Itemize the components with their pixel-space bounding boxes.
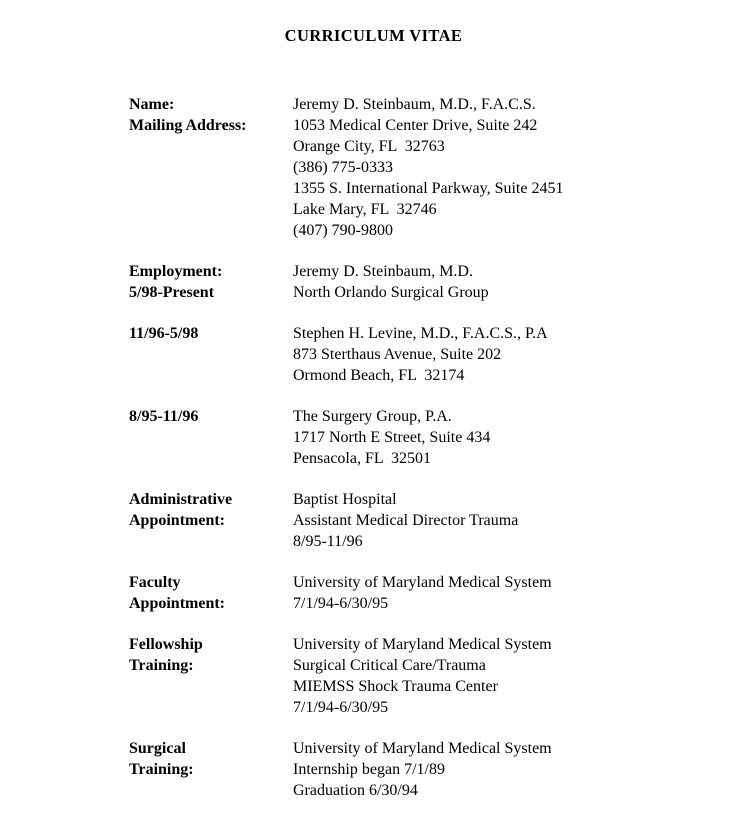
section-value-employment-1196-598	[293, 323, 747, 386]
cv-section-administrative-appointment	[129, 489, 747, 552]
value-line: Jeremy D. Steinbaum, M.D.	[293, 263, 473, 280]
value-line: Baptist Hospital	[293, 491, 397, 508]
cv-section-employment-current	[129, 261, 747, 303]
cv-sections	[0, 46, 747, 801]
label-line: 5/98-Present	[129, 284, 215, 301]
value-line: University of Maryland Medical System	[293, 636, 552, 653]
value-line: Surgical Critical Care/Trauma	[293, 657, 486, 674]
label-line: Appointment:	[129, 595, 226, 612]
cv-section-employment-895-1196	[129, 406, 747, 469]
section-label-faculty-appointment	[129, 572, 293, 614]
label-line: Faculty	[129, 574, 181, 591]
value-line: Pensacola, FL 32501	[293, 450, 432, 467]
section-value-surgical-training	[293, 738, 747, 801]
section-label-employment-1196-598	[129, 323, 293, 344]
value-line: 8/95-11/96	[293, 533, 363, 550]
value-line: 7/1/94-6/30/95	[293, 595, 389, 612]
value-line: Lake Mary, FL 32746	[293, 201, 437, 218]
label-line: Training:	[129, 761, 194, 778]
value-line: Jeremy D. Steinbaum, M.D., F.A.C.S.	[293, 96, 536, 113]
label-line: Name:	[129, 96, 175, 113]
value-line: 1355 S. International Parkway, Suite 2451	[293, 180, 564, 197]
section-label-employment-current	[129, 261, 293, 303]
label-line: Fellowship	[129, 636, 203, 653]
section-value-employment-895-1196	[293, 406, 747, 469]
cv-section-fellowship-training	[129, 634, 747, 718]
section-value-name-and-address	[293, 94, 747, 241]
value-line: (407) 790-9800	[293, 222, 393, 239]
label-line: Mailing Address:	[129, 117, 247, 134]
section-value-administrative-appointment	[293, 489, 747, 552]
value-line: (386) 775-0333	[293, 159, 393, 176]
cv-section-surgical-training	[129, 738, 747, 801]
value-line: The Surgery Group, P.A.	[293, 408, 452, 425]
value-line: 1053 Medical Center Drive, Suite 242	[293, 117, 538, 134]
value-line: North Orlando Surgical Group	[293, 284, 489, 301]
value-line: University of Maryland Medical System	[293, 574, 552, 591]
cv-section-employment-1196-598	[129, 323, 747, 386]
label-line: 11/96-5/98	[129, 325, 199, 342]
section-value-fellowship-training	[293, 634, 747, 718]
value-line: Orange City, FL 32763	[293, 138, 445, 155]
label-line: Employment:	[129, 263, 223, 280]
section-label-administrative-appointment	[129, 489, 293, 531]
section-label-surgical-training	[129, 738, 293, 780]
label-line: Appointment:	[129, 512, 226, 529]
value-line: Graduation 6/30/94	[293, 782, 418, 799]
value-line: 7/1/94-6/30/95	[293, 699, 389, 716]
value-line: 1717 North E Street, Suite 434	[293, 429, 491, 446]
label-line: Administrative	[129, 491, 233, 508]
section-value-faculty-appointment	[293, 572, 747, 614]
section-label-employment-895-1196	[129, 406, 293, 427]
value-line: MIEMSS Shock Trauma Center	[293, 678, 498, 695]
cv-section-faculty-appointment	[129, 572, 747, 614]
value-line: Ormond Beach, FL 32174	[293, 367, 465, 384]
section-label-fellowship-training	[129, 634, 293, 676]
section-value-employment-current	[293, 261, 747, 303]
cv-section-name-and-address	[129, 94, 747, 241]
page-title: CURRICULUM VITAE	[284, 26, 463, 45]
value-line: Stephen H. Levine, M.D., F.A.C.S., P.A	[293, 325, 548, 342]
value-line: University of Maryland Medical System	[293, 740, 552, 757]
value-line: 873 Sterthaus Avenue, Suite 202	[293, 346, 502, 363]
label-line: Surgical	[129, 740, 186, 757]
value-line: Assistant Medical Director Trauma	[293, 512, 519, 529]
section-label-name-and-address	[129, 94, 293, 136]
label-line: 8/95-11/96	[129, 408, 199, 425]
label-line: Training:	[129, 657, 194, 674]
value-line: Internship began 7/1/89	[293, 761, 445, 778]
